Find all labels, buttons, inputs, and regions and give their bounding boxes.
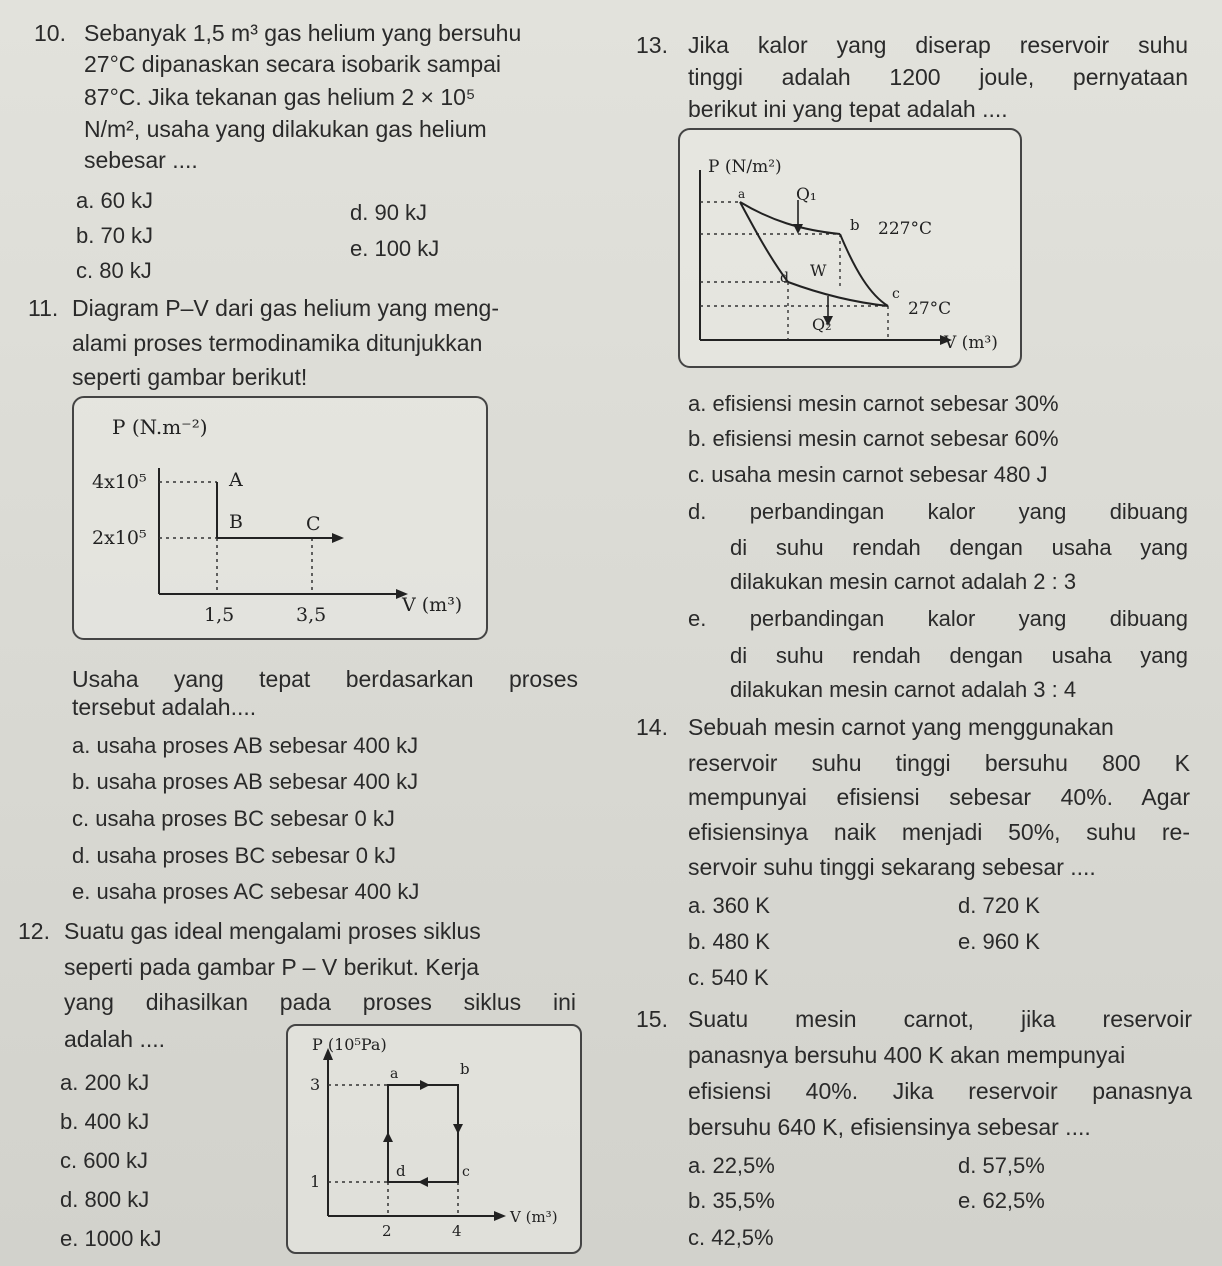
x-axis-arrow-icon (494, 1211, 506, 1221)
question-text-line: Jika kalor yang diserap reservoir suhu (688, 32, 1188, 58)
answer-option-c[interactable]: c. 42,5% (688, 1225, 774, 1250)
answer-option-d[interactable]: d. 800 kJ (60, 1187, 150, 1212)
carnot-pv-diagram (678, 128, 1022, 368)
carnot-graph-svg (680, 130, 1020, 366)
point-label-c: c (462, 1164, 470, 1180)
worksheet-page: 10. Sebanyak 1,5 m³ gas helium yang bersuhu 27°C dipanaskan secara isobarik sampai 87°C. Jika tekanan gas helium 2 × 10⁵ N/m², usaha yang dilakukan gas helium sebesar .... a. 60 kJ b. 70 kJ c. 80 kJ d. 90 kJ e. 100 kJ 11. Diagram P–V dari gas helium yang meng- alami proses termodinamika ditunjukkan seperti gambar berikut! P (N.m⁻²) 4x10⁵ 2x10⁵ A B C 1,5 3,5 V (m³) Usaha yang tepat berdasarkan proses tersebut adalah.... a. usaha proses AB sebesar 400 kJ b. usaha proses AB sebesar 400 kJ c. usaha proses BC sebesar 0 kJ d. usaha proses BC sebesar 0 kJ e. usaha proses AC sebesar 400 kJ 12. Suatu gas ideal mengalami proses siklus seperti pada gambar P – V berikut. Kerja yang dihasilkan pada proses siklus ini adalah .... a. 200 kJ b. 400 kJ c. 600 kJ d. 800 kJ e. 1000 kJ P (10⁵Pa) 3 1 a b c d 2 4 V (m³) 13. Jika kalor yang diserap reservoir suhu tinggi adalah 1200 joule, pernyataan berikut ini yang tepat adalah .... P (N/m²) a Q₁ b 227°C W d c 27°C Q₂ V (m³) a. efisiensi mesin carnot sebesar 30% b. efisiensi mesin carnot sebesar 60% c. usaha mesin carnot sebesar 480 J d. perbandingan kalor yang dibuang di suhu rendah dengan usaha yang dilakukan mesin carnot adalah 2 : 3 e. perbandingan kalor yang dibuang di suhu rendah dengan usaha yang dilakukan mesin carnot adalah 3 : 4 14. Sebuah mesin carnot yang menggunakan reservoir suhu tinggi bersuhu 800 K mempunyai efisiensi sebesar 40%. Agar efisiensinya naik menjadi 50%, suhu re- servoir suhu tinggi sekarang sebesar .... a. 360 K b. 480 K c. 540 K d. 720 K e. 960 K 15. Suatu mesin carnot, jika reservoir panasnya bersuhu 400 K akan mempunyai efisiensi 40%. Jika reservoir panasnya bersuhu 640 K, efisiensinya sebesar .... a. 22,5% b. 35,5% c. 42,5% d. 57,5% e. 62,5% (0, 0, 1222, 1266)
question-text-line: yang dihasilkan pada proses siklus ini (64, 989, 576, 1015)
point-label-c: c (892, 286, 900, 302)
question-text-line: seperti gambar berikut! (72, 364, 308, 390)
question-text-line: alami proses termodinamika ditunjukkan (72, 330, 483, 356)
question-text-line: Suatu mesin carnot, jika reservoir (688, 1006, 1192, 1032)
point-label-a: a (738, 187, 746, 201)
question-text-line: tersebut adalah.... (72, 694, 257, 720)
x-tick-label: 1,5 (204, 604, 235, 626)
answer-option-b[interactable]: b. efisiensi mesin carnot sebesar 60% (688, 426, 1059, 451)
pv-diagram-q12 (286, 1024, 582, 1254)
heat-q2-label: Q₂ (812, 315, 832, 334)
question-number: 10. (34, 20, 66, 46)
x-axis-label: V (m³) (944, 333, 998, 353)
question-text-line: 27°C dipanaskan secara isobarik sampai (84, 51, 502, 77)
point-label-a: A (229, 469, 243, 491)
answer-option-a[interactable]: a. usaha proses AB sebesar 400 kJ (72, 733, 419, 758)
y-tick-label: 4x10⁵ (92, 471, 147, 493)
point-label-b: b (460, 1060, 470, 1078)
pv-diagram-q11 (72, 396, 488, 640)
answer-option-a[interactable]: a. efisiensi mesin carnot sebesar 30% (688, 391, 1059, 416)
question-text-line: panasnya bersuhu 400 K akan mempunyai (688, 1042, 1126, 1068)
question-text-line: Sebuah mesin carnot yang menggunakan (688, 714, 1114, 740)
question-text-line: adalah .... (64, 1026, 166, 1052)
arrow-icon (383, 1132, 393, 1142)
question-text-line: Sebanyak 1,5 m³ gas helium yang bersuhu (84, 20, 522, 46)
point-label-d: d (396, 1162, 406, 1180)
question-text-line: tinggi adalah 1200 joule, pernyataan (688, 64, 1188, 90)
answer-option-e[interactable]: e. usaha proses AC sebesar 400 kJ (72, 879, 420, 904)
y-tick-label: 3 (310, 1075, 321, 1094)
point-label-d: d (780, 270, 789, 286)
arrow-icon (793, 224, 803, 234)
answer-option-e[interactable]: e. 960 K (958, 929, 1040, 954)
y-axis-label: P (N.m⁻²) (112, 415, 208, 439)
answer-option-b[interactable]: b. usaha proses AB sebesar 400 kJ (72, 769, 419, 794)
question-text-line: N/m², usaha yang dilakukan gas helium (84, 116, 487, 142)
y-tick-label: 1 (310, 1172, 321, 1191)
x-tick-label: 4 (452, 1222, 462, 1240)
answer-option-b[interactable]: b. 400 kJ (60, 1109, 150, 1134)
question-text-line: Usaha yang tepat berdasarkan proses (72, 666, 578, 692)
point-label-b: b (850, 216, 860, 234)
point-label-c: C (306, 513, 321, 535)
x-axis-label: V (m³) (510, 1208, 558, 1226)
point-label-a: a (390, 1066, 399, 1082)
question-number: 12. (18, 918, 50, 944)
answer-option-a[interactable]: a. 200 kJ (60, 1070, 150, 1095)
question-text-line: 87°C. Jika tekanan gas helium 2 × 10⁵ (84, 84, 476, 110)
question-number: 11. (28, 295, 59, 321)
question-text-line: Suatu gas ideal mengalami proses siklus (64, 918, 481, 944)
question-text-line: reservoir suhu tinggi bersuhu 800 K (688, 750, 1190, 776)
question-text-line: sebesar .... (84, 147, 198, 173)
adiabat-bc (840, 234, 888, 306)
point-label-b: B (229, 511, 243, 533)
answer-option-a[interactable]: a. 360 K (688, 893, 770, 918)
question-number: 14. (636, 714, 668, 740)
arrow-icon (420, 1080, 430, 1090)
heat-q1-label: Q₁ (796, 185, 817, 205)
answer-option-e[interactable]: e. 1000 kJ (60, 1226, 162, 1251)
pv-graph-svg (74, 398, 486, 638)
answer-option-d[interactable]: d. usaha proses BC sebesar 0 kJ (72, 843, 397, 868)
question-number: 13. (636, 32, 668, 58)
question-text-line: seperti pada gambar P – V berikut. Kerja (64, 954, 480, 980)
answer-option-e[interactable]: e. 100 kJ (350, 236, 440, 261)
y-axis-label: P (N/m²) (708, 157, 782, 177)
x-tick-label: 2 (382, 1222, 392, 1240)
arrow-icon (418, 1177, 428, 1187)
answer-option-a[interactable]: a. 22,5% (688, 1153, 775, 1178)
question-text-line: mempunyai efisiensi sebesar 40%. Agar (688, 784, 1190, 810)
answer-option-c[interactable]: c. usaha proses BC sebesar 0 kJ (72, 806, 395, 831)
question-text-line: Diagram P–V dari gas helium yang meng- (72, 295, 499, 321)
x-axis-label: V (m³) (402, 594, 463, 616)
answer-option-c[interactable]: c. usaha mesin carnot sebesar 480 J (688, 462, 1048, 487)
answer-option-d[interactable]: d. 90 kJ (350, 200, 428, 225)
question-number: 15. (636, 1006, 668, 1032)
answer-option-a[interactable]: a. 60 kJ (76, 188, 154, 213)
question-text-line: servoir suhu tinggi sekarang sebesar .... (688, 854, 1096, 880)
arrow-icon (332, 533, 344, 543)
answer-option-b[interactable]: b. 70 kJ (76, 223, 154, 248)
high-temperature-label: 227°C (878, 219, 932, 239)
y-tick-label: 2x10⁵ (92, 527, 147, 549)
work-label: W (810, 261, 827, 280)
pv-graph-svg (288, 1026, 580, 1252)
question-text-line: efisiensi 40%. Jika reservoir panasnya (688, 1078, 1192, 1104)
x-tick-label: 3,5 (296, 604, 327, 626)
arrow-icon (453, 1124, 463, 1134)
answer-option-d[interactable]: d. 720 K (958, 893, 1040, 918)
y-axis-label: P (10⁵Pa) (312, 1035, 387, 1054)
question-text-line: berikut ini yang tepat adalah .... (688, 96, 1008, 122)
question-text-line: bersuhu 640 K, efisiensinya sebesar .... (688, 1114, 1091, 1140)
question-text-line: efisiensinya naik menjadi 50%, suhu re- (688, 819, 1190, 845)
answer-option-e[interactable]: e. 62,5% (958, 1188, 1045, 1213)
answer-option-b[interactable]: b. 480 K (688, 929, 770, 954)
answer-option-c[interactable]: c. 540 K (688, 965, 769, 990)
answer-option-b[interactable]: b. 35,5% (688, 1188, 775, 1213)
answer-option-c[interactable]: c. 600 kJ (60, 1148, 149, 1173)
answer-option-d[interactable]: d. 57,5% (958, 1153, 1045, 1178)
answer-option-c[interactable]: c. 80 kJ (76, 258, 152, 283)
low-temperature-label: 27°C (908, 299, 952, 319)
